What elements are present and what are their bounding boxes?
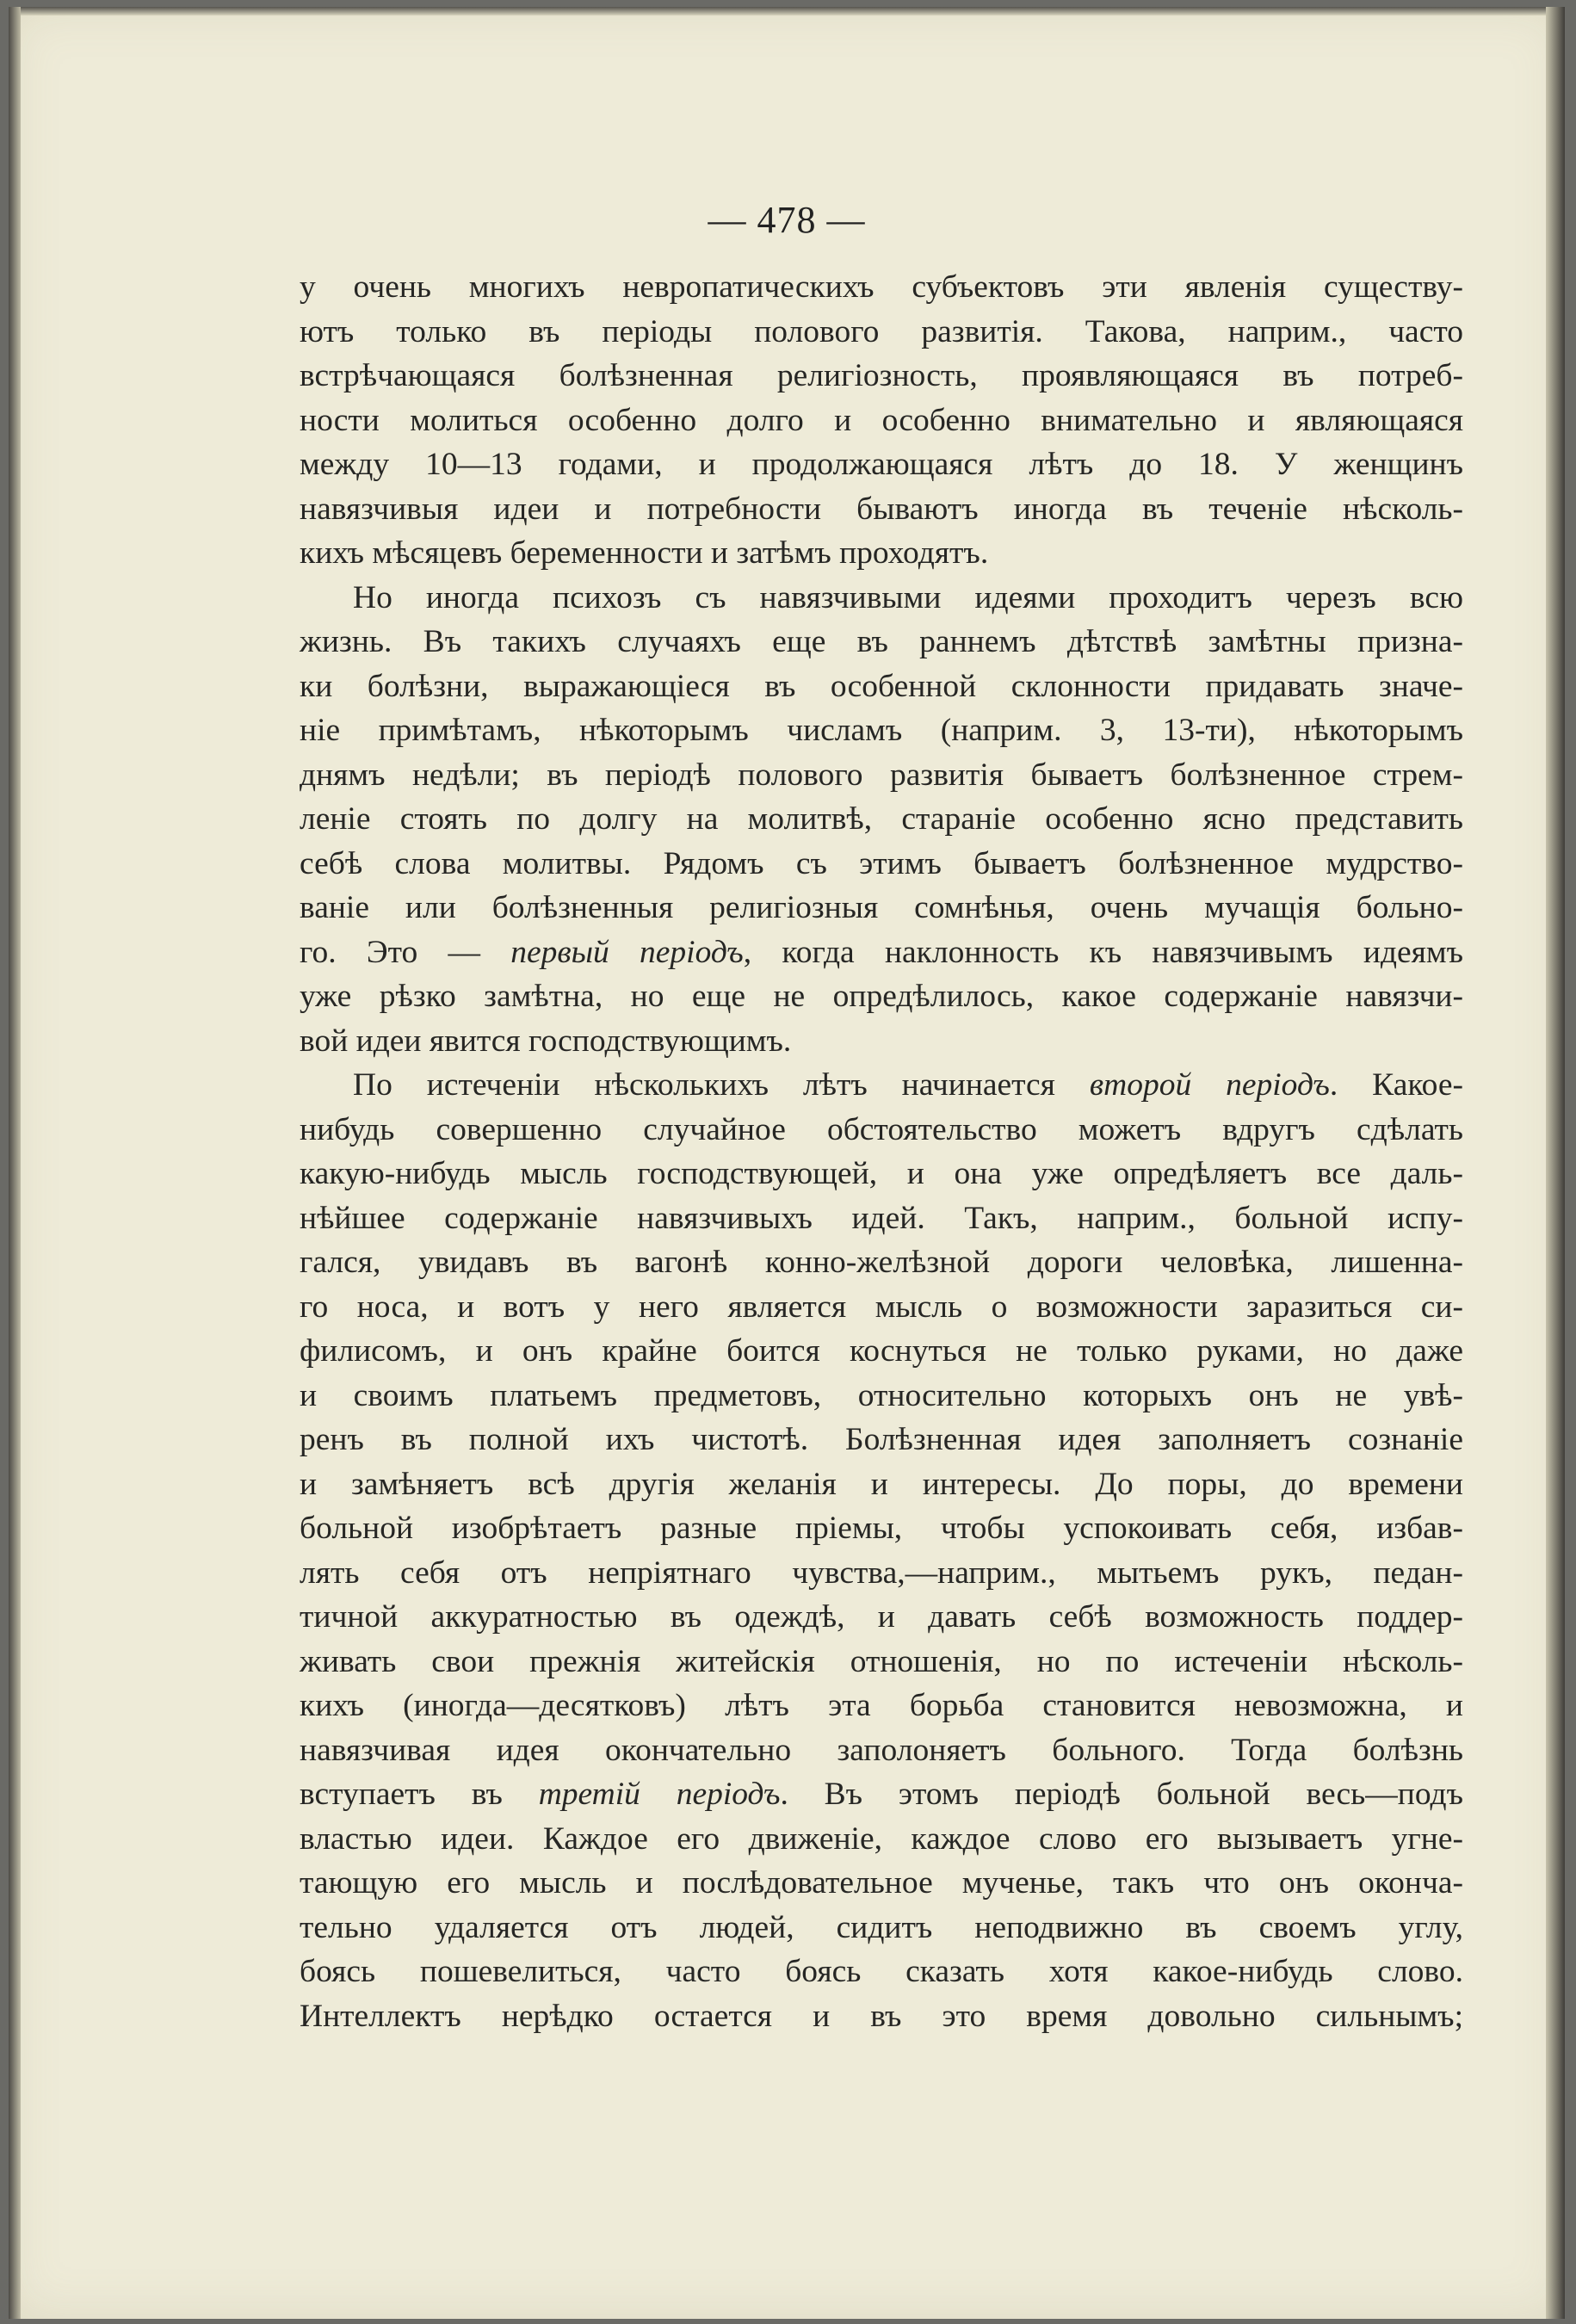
page-number: — 478 — xyxy=(708,199,866,241)
text-line: и своимъ платьемъ предметовъ, относительно которыхъ онъ не увѣ- xyxy=(300,1377,1463,1413)
text-line: филисомъ, и онъ крайне боится коснуться не только руками, но даже xyxy=(300,1333,1463,1369)
text-line: лять себя отъ непріятнаго чувства,—наприм., мытьемъ рукъ, педан- xyxy=(300,1554,1463,1591)
text-line: живать свои прежнія житейскія отношенія, но по истеченіи нѣсколь- xyxy=(300,1643,1463,1679)
book-page xyxy=(9,7,1565,2319)
text-line: себѣ слова молитвы. Рядомъ съ этимъ бываетъ болѣзненное мудрство- xyxy=(300,845,1463,881)
text-line: властью идеи. Каждое его движеніе, каждое слово его вызываетъ угне- xyxy=(300,1820,1463,1857)
text-line xyxy=(300,1063,1463,1108)
text-line: ютъ только въ періоды полового развитія. Такова, наприм., часто xyxy=(300,313,1463,349)
text-line: навязчивыя идеи и потребности бываютъ иногда въ теченіе нѣсколь- xyxy=(300,491,1463,527)
text-line: кихъ (иногда—десятковъ) лѣтъ эта борьба становится невозможна, и xyxy=(300,1688,1463,1723)
text-line: ніе примѣтамъ, нѣкоторымъ числамъ (наприм. 3, 13-ти), нѣкоторымъ xyxy=(300,713,1463,748)
text-segment: вступаетъ въ xyxy=(300,1777,539,1812)
text-line: ваніе или болѣзненныя религіозныя сомнѣнья, очень мучащія больно- xyxy=(300,890,1463,925)
text-line: леніе стоять по долгу на молитвѣ, стараніе особенно ясно представить xyxy=(300,801,1463,837)
text-line: Но иногда психозъ съ навязчивыми идеями проходитъ черезъ всю xyxy=(353,579,1463,615)
text-line: гался, увидавъ въ вагонѣ конно-желѣзной дороги человѣка, лишенна- xyxy=(300,1245,1463,1280)
text-line: тающую его мысль и послѣдовательное мученье, такъ что онъ оконча- xyxy=(300,1865,1463,1901)
text-line: тичной аккуратностью въ одеждѣ, и давать себѣ возможность поддер- xyxy=(300,1599,1463,1635)
italic-term: второй періодъ xyxy=(1089,1067,1330,1103)
text-line: го носа, и вотъ у него является мысль о возможности заразиться си- xyxy=(300,1289,1463,1325)
text-line: боясь пошевелиться, часто боясь сказать хотя какое-нибудь слово. xyxy=(300,1954,1463,1989)
text-line: кихъ мѣсяцевъ беременности и затѣмъ проходятъ. xyxy=(300,535,989,571)
text-segment: , когда наклонность къ навязчивымъ идеямъ xyxy=(743,934,1463,970)
text-line: днямъ недѣли; въ періодѣ полового развитія бываетъ болѣзненное стрем- xyxy=(300,757,1463,793)
text-segment: го. Это — xyxy=(300,934,511,970)
text-line: и замѣняетъ всѣ другія желанія и интересы. До поры, до времени xyxy=(300,1466,1463,1502)
text-line: тельно удаляется отъ людей, сидитъ неподвижно въ своемъ углу, xyxy=(300,1909,1463,1945)
text-line: нѣйшее содержаніе навязчивыхъ идей. Такъ, наприм., больной испу- xyxy=(300,1200,1463,1236)
page-left-edge xyxy=(9,7,21,2319)
text-line: встрѣчающаяся болѣзненная религіозность, проявляющаяся въ потреб- xyxy=(300,358,1463,393)
text-line: у очень многихъ невропатическихъ субъектовъ эти явленія существу- xyxy=(300,269,1463,305)
text-segment: По истеченіи нѣсколькихъ лѣтъ начинается xyxy=(353,1067,1090,1103)
text-line: ки болѣзни, выражающіеся въ особенной склонности придавать значе- xyxy=(300,668,1463,704)
text-line: ности молиться особенно долго и особенно внимательно и являющаяся xyxy=(300,402,1463,438)
text-line: между 10—13 годами, и продолжающаяся лѣтъ до 18. У женщинъ xyxy=(300,447,1463,482)
text-line: больной изобрѣтаетъ разные пріемы, чтобы успокоивать себя, избав- xyxy=(300,1511,1463,1546)
text-line: жизнь. Въ такихъ случаяхъ еще въ раннемъ дѣтствѣ замѣтны призна- xyxy=(300,624,1463,659)
text-line: Интеллектъ нерѣдко остается и въ это время довольно сильнымъ; xyxy=(300,1998,1463,2034)
text-segment: . Какое- xyxy=(1329,1067,1463,1103)
text-line: какую-нибудь мысль господствующей, и она уже опредѣляетъ все даль- xyxy=(300,1156,1463,1191)
page-right-edge xyxy=(1546,7,1565,2319)
text-line: вой идеи явится господствующимъ. xyxy=(300,1023,792,1059)
body-text xyxy=(300,265,1463,2038)
italic-term: третій періодъ xyxy=(538,1777,781,1812)
text-segment: . Въ этомъ періодѣ больной весь—подъ xyxy=(780,1777,1463,1812)
text-line: уже рѣзко замѣтна, но еще не опредѣлилось, какое содержаніе навязчи- xyxy=(300,979,1463,1014)
text-line xyxy=(300,1772,1463,1817)
text-line: навязчивая идея окончательно заполоняетъ больного. Тогда болѣзнь xyxy=(300,1732,1463,1768)
text-line: ренъ въ полной ихъ чистотѣ. Болѣзненная идея заполняетъ сознаніе xyxy=(300,1422,1463,1457)
page-top-edge xyxy=(9,7,1565,15)
italic-term: первый періодъ xyxy=(510,934,744,970)
text-line xyxy=(300,930,1463,975)
text-line: нибудь совершенно случайное обстоятельство можетъ вдругъ сдѣлать xyxy=(300,1111,1463,1147)
